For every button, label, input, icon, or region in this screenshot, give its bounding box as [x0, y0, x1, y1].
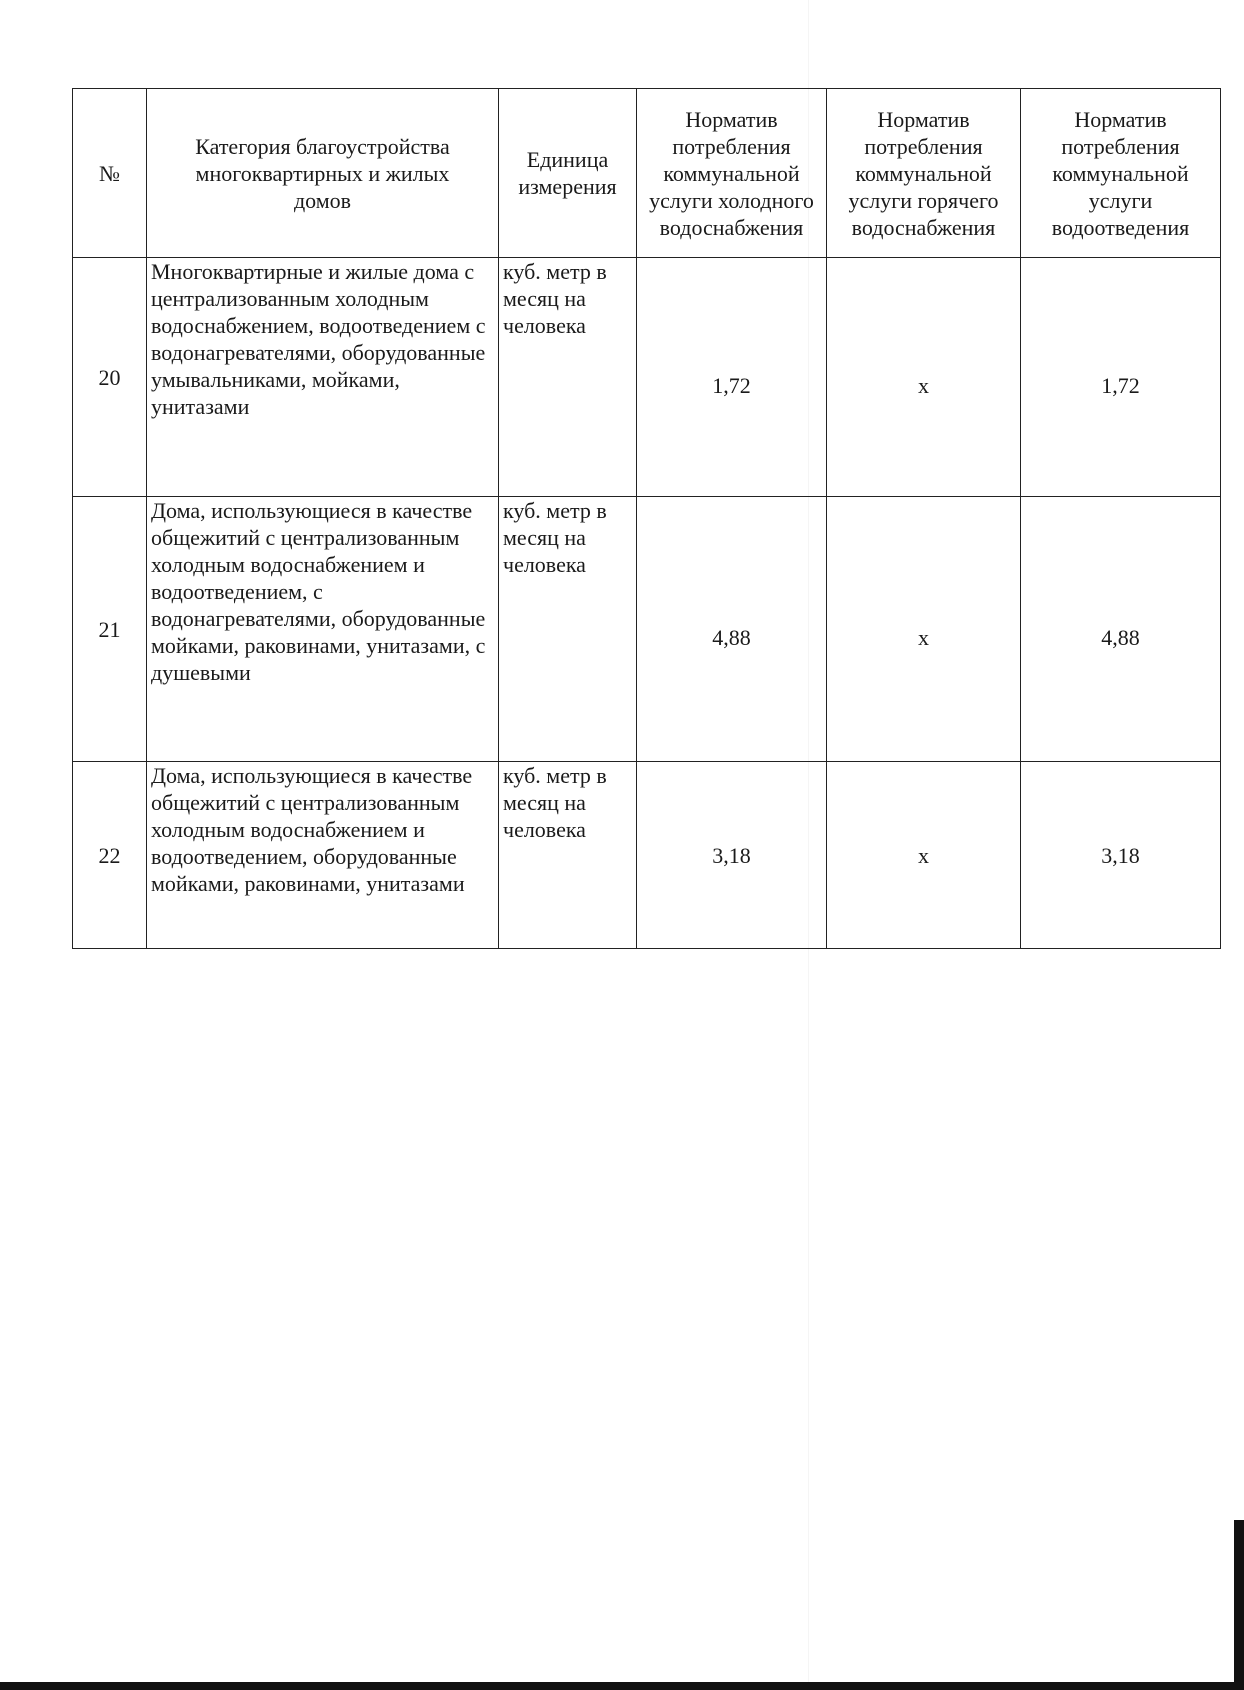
header-cold-water: Норматив потребления коммунальной услуги холодного водоснабжения: [637, 89, 827, 258]
row-number: 20: [73, 258, 147, 497]
table-row: [73, 497, 1221, 762]
scan-edge-right: [1234, 1520, 1244, 1690]
row-cold-value: 3,18: [637, 762, 827, 949]
row-drain-value: 1,72: [1021, 258, 1221, 497]
row-category: Дома, использующиеся в качестве общежитий с централизованным холодным водоснабжением и водоотведением, оборудованные мойками, раковинами, унитазами: [147, 762, 499, 949]
row-cold-value: 4,88: [637, 497, 827, 762]
header-num: №: [73, 89, 147, 258]
scan-edge-bottom: [0, 1682, 1244, 1690]
row-number: 21: [73, 497, 147, 762]
table-header-row: [73, 89, 1221, 258]
row-cold-value: 1,72: [637, 258, 827, 497]
header-drainage: Норматив потребления коммунальной услуги водоотведения: [1021, 89, 1221, 258]
header-category: Категория благоустройства многоквартирных и жилых домов: [147, 89, 499, 258]
row-category: Дома, использующиеся в качестве общежитий с централизованным холодным водоснабжением и водоотведением, с водонагревателями, оборудованные мойками, раковинами, унитазами, с душевыми: [147, 497, 499, 762]
row-hot-value: х: [827, 762, 1021, 949]
row-number: 22: [73, 762, 147, 949]
consumption-norms-table: [72, 88, 1221, 949]
row-category: Многоквартирные и жилые дома с централизованным холодным водоснабжением, водоотведением с водонагревателями, оборудованные умывальниками, мойками, унитазами: [147, 258, 499, 497]
header-hot-water: Норматив потребления коммунальной услуги горячего водоснабжения: [827, 89, 1021, 258]
row-hot-value: х: [827, 497, 1021, 762]
row-hot-value: х: [827, 258, 1021, 497]
header-unit: Единица измерения: [499, 89, 637, 258]
row-drain-value: 4,88: [1021, 497, 1221, 762]
row-unit: куб. метр в месяц на человека: [499, 497, 637, 762]
table-row: [73, 762, 1221, 949]
row-drain-value: 3,18: [1021, 762, 1221, 949]
row-unit: куб. метр в месяц на человека: [499, 258, 637, 497]
table-row: [73, 258, 1221, 497]
row-unit: куб. метр в месяц на человека: [499, 762, 637, 949]
